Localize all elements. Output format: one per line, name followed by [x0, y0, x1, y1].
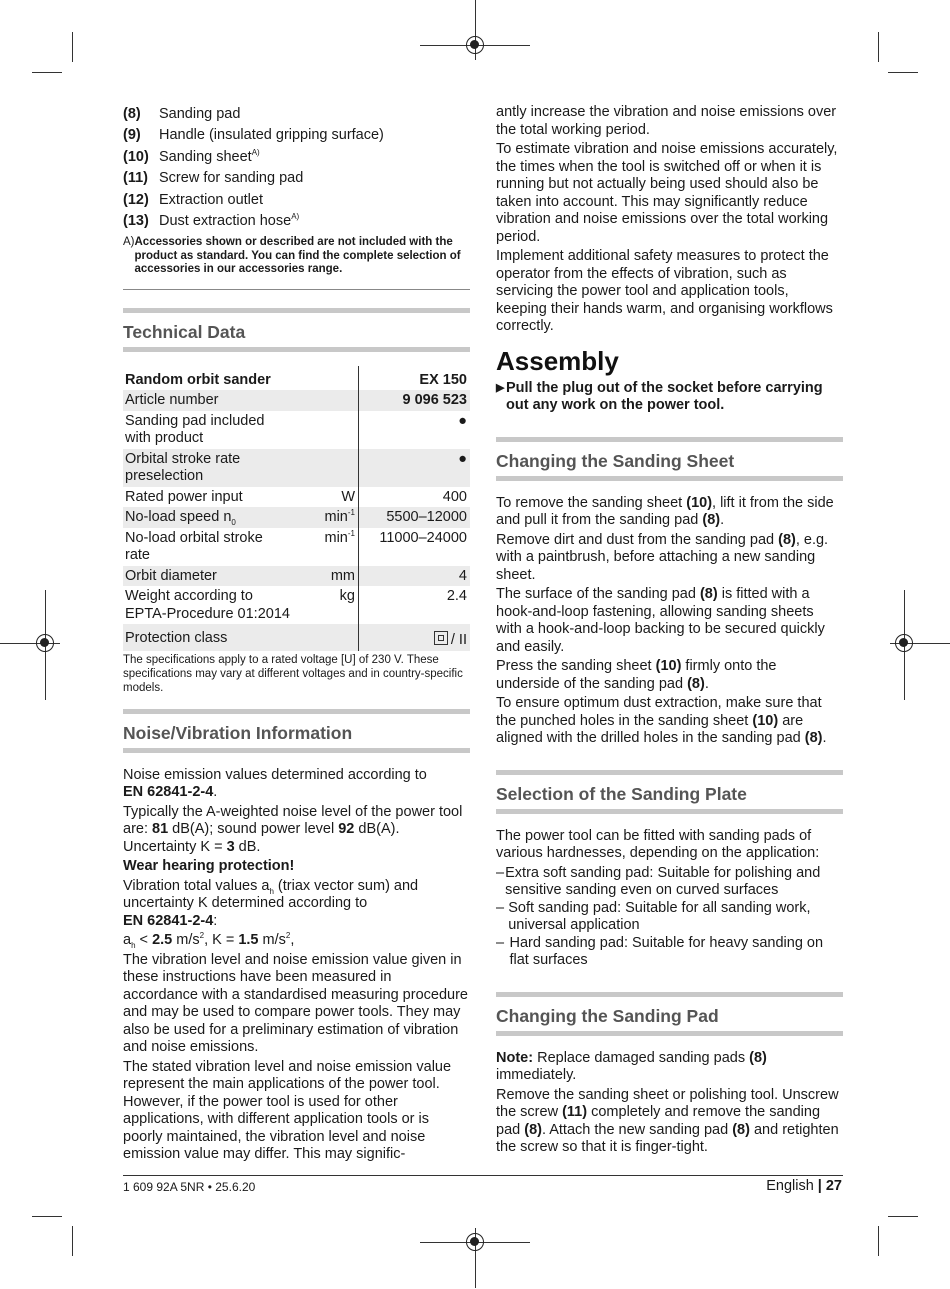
- product-type: Random orbit sander: [125, 371, 271, 388]
- row-label: Rated power input: [125, 488, 243, 505]
- crop-mark: [878, 32, 879, 62]
- row-unit: W: [293, 487, 359, 508]
- row-unit: [293, 411, 359, 449]
- row-label: Sanding pad included with product: [125, 412, 265, 447]
- row-value: / II: [450, 632, 467, 649]
- accessories-footnote: [123, 236, 470, 277]
- row-label: No-load speed n: [125, 509, 232, 526]
- body-paragraph: To estimate vibration and noise emissions accurately, the times when the tool is switched off or when it is running but not actually being used should also be taken into account. This may significantly reduce vibration and noise emissions over the total working period.: [496, 141, 838, 245]
- safety-warning: [496, 380, 843, 415]
- body-paragraph: Note: Replace damaged sanding pads (8) immediately.: [496, 1049, 767, 1083]
- row-unit: [293, 390, 359, 411]
- crop-mark: [888, 1216, 918, 1217]
- arrow-right-icon: ▶: [496, 381, 505, 394]
- row-unit-exponent: -1: [347, 529, 355, 539]
- part-number: (8): [123, 106, 141, 122]
- assembly-heading: Assembly: [496, 345, 619, 376]
- noise-paragraph: The stated vibration level and noise emission value represent the main applications of the power tool. However, if the power tool is used for other applications, with different application tools or is poorly maintained, the vibration level and noise emission value may differ. This may signific-: [123, 1058, 452, 1163]
- row-value: 11000–24000: [379, 529, 467, 546]
- table-row: [123, 411, 470, 449]
- left-column: [123, 104, 470, 1166]
- footnote-text: Accessories shown or described are not included with the product as standard. You can find the complete selection of accessories in our accessories range.: [134, 236, 461, 276]
- body-paragraph: To remove the sanding sheet (10), lift it from the side and pull it from the sanding pad (8).: [496, 494, 834, 528]
- language-label: English: [766, 1178, 814, 1194]
- row-label: Article number: [123, 390, 293, 411]
- part-label: Extraction outlet: [159, 191, 263, 208]
- crop-mark: [32, 1216, 62, 1217]
- table-row: [123, 449, 470, 487]
- page-number: 27: [825, 1178, 842, 1194]
- row-value: 4: [359, 566, 471, 587]
- row-label: Orbital stroke rate preselection: [123, 449, 293, 487]
- noise-vibration-heading: Noise/Vibration Information: [123, 709, 470, 753]
- table-row: [123, 624, 470, 651]
- sanding-pad-types-list: [496, 865, 843, 970]
- registration-mark-icon: [466, 1233, 484, 1251]
- row-label: No-load orbital stroke rate: [125, 529, 263, 564]
- crop-mark: [72, 32, 73, 62]
- part-label: Sanding pad: [159, 106, 241, 122]
- table-header-row: [123, 366, 470, 391]
- list-item: [123, 168, 470, 189]
- table-row: [123, 586, 470, 624]
- row-unit: min: [324, 529, 348, 546]
- right-column: [496, 104, 843, 1159]
- body-paragraph: Press the sanding sheet (10) firmly onto the underside of the sanding pad (8).: [496, 658, 777, 692]
- noise-paragraph: Vibration total values $a_h$ (triax vector sum) and uncertainty K determined according to EN 62841-2-4:: [123, 877, 419, 929]
- body-paragraph: The power tool can be fitted with sanding pads of various hardnesses, depending on the application:: [496, 827, 820, 861]
- warning-text: Pull the plug out of the socket before carrying out any work on the power tool.: [506, 379, 823, 413]
- part-number: (10): [123, 148, 149, 165]
- crop-mark: [878, 1226, 879, 1256]
- part-number: (9): [123, 127, 141, 144]
- row-unit: kg: [293, 586, 359, 624]
- row-unit: [293, 449, 359, 487]
- table-row: [123, 566, 470, 587]
- list-item: – Extra soft sanding pad: Suitable for polishing and sensitive sanding even on curved surfaces: [496, 864, 821, 898]
- hearing-protection-warning: Wear hearing protection!: [123, 858, 295, 875]
- crop-mark: [32, 72, 62, 73]
- vibration-values: $a_h < 2.5$ $m/s^2$, K = 1.5 $m/s^2$,: [123, 931, 295, 951]
- noise-paragraph: Typically the A-weighted noise level of the power tool are: 81 dB(A); sound power level 92 dB(A). Uncertainty K = 3 dB.: [123, 803, 463, 855]
- body-paragraph: antly increase the vibration and noise emissions over the total working period.: [496, 104, 837, 138]
- registration-mark-icon: [36, 634, 54, 652]
- body-paragraph: The surface of the sanding pad (8) is fitted with a hook-and-loop fastening, allowing sanding sheets with a hook-and-loop backing to be secured quickly and easily.: [496, 586, 825, 655]
- technical-data-table: [123, 366, 470, 651]
- specification-note: The specifications apply to a rated voltage [U] of 230 V. These specifications may vary at different voltages and in country-specific models.: [123, 653, 463, 694]
- page-footer: [766, 1178, 842, 1194]
- part-label: Dust extraction hose: [159, 213, 292, 230]
- row-unit: [293, 624, 359, 651]
- registration-mark-icon: [466, 36, 484, 54]
- document-number: 1 609 92A 5NR • 25.6.20: [123, 1180, 256, 1194]
- row-unit-exponent: -1: [347, 508, 355, 518]
- list-item: [123, 125, 470, 146]
- footnote-ref: A): [251, 147, 260, 157]
- row-value: ●: [359, 449, 471, 487]
- body-paragraph: Remove dirt and dust from the sanding pad (8), e.g. with a paintbrush, before attaching a new sanding sheet.: [496, 531, 829, 583]
- table-row: [123, 528, 470, 566]
- table-row: [123, 390, 470, 411]
- divider: [123, 289, 470, 290]
- registration-mark-icon: [895, 634, 913, 652]
- footnote-ref: A): [291, 212, 300, 222]
- row-value: 5500–12000: [359, 507, 471, 528]
- row-value: 2.4: [446, 588, 467, 605]
- model-name: EX 150: [419, 371, 467, 388]
- crop-mark: [72, 1226, 73, 1256]
- part-number: (12): [123, 191, 149, 208]
- row-value: ●: [458, 412, 467, 429]
- list-item: [123, 104, 470, 125]
- crop-mark: [888, 72, 918, 73]
- row-unit: min: [324, 509, 348, 526]
- noise-paragraph: The vibration level and noise emission value given in these instructions have been measured in accordance with a standardised measuring procedure and may be used to compare power tools. They may also be used for a preliminary estimation of vibration and noise emissions.: [123, 951, 468, 1056]
- footer-separator: |: [817, 1178, 822, 1194]
- list-item: [123, 147, 470, 168]
- row-label: Weight according to EPTA-Procedure 01:2014: [125, 588, 290, 622]
- part-label: Screw for sanding pad: [159, 170, 304, 187]
- row-label: Orbit diameter: [123, 566, 293, 587]
- list-item: [123, 190, 470, 211]
- table-row: [123, 507, 470, 528]
- list-item: [123, 211, 470, 232]
- row-label: Protection class: [123, 624, 293, 651]
- body-paragraph: To ensure optimum dust extraction, make sure that the punched holes in the sanding sheet (10) are aligned with the drilled holes in the sanding pad (8).: [496, 695, 827, 746]
- protection-class-icon: [434, 631, 448, 645]
- table-row: [123, 487, 470, 508]
- part-number: (11): [123, 170, 148, 187]
- body-paragraph: Remove the sanding sheet or polishing tool. Unscrew the screw (11) completely and remove the sanding pad (8). Attach the new sanding pad (8) and retighten the screw so that it is finger-tight.: [496, 1086, 839, 1155]
- part-number: (13): [123, 213, 149, 230]
- body-paragraph: Implement additional safety measures to protect the operator from the effects of vibration, such as servicing the power tool and application tools, keeping their hands warm, and organising workflows correctly.: [496, 248, 833, 334]
- sanding-plate-heading: Selection of the Sanding Plate: [496, 770, 843, 814]
- noise-paragraph: Noise emission values determined according to EN 62841-2-4.: [123, 766, 427, 801]
- technical-data-heading: Technical Data: [123, 308, 470, 352]
- list-item: – Hard sanding pad: Suitable for heavy sanding on flat surfaces: [496, 934, 824, 968]
- list-item: – Soft sanding pad: Suitable for all sanding work, universal application: [496, 899, 811, 933]
- row-value: 400: [442, 488, 467, 505]
- row-value: 9 096 523: [402, 392, 467, 409]
- row-unit: mm: [293, 566, 359, 587]
- row-label-subscript: 0: [231, 518, 236, 528]
- part-label: Sanding sheet: [159, 148, 252, 165]
- parts-list: [123, 104, 470, 232]
- sanding-pad-heading: Changing the Sanding Pad: [496, 992, 843, 1036]
- part-label: Handle (insulated gripping surface): [159, 127, 384, 144]
- footnote-marker: A): [123, 236, 135, 249]
- sanding-sheet-heading: Changing the Sanding Sheet: [496, 437, 843, 481]
- footer-divider: [123, 1175, 843, 1176]
